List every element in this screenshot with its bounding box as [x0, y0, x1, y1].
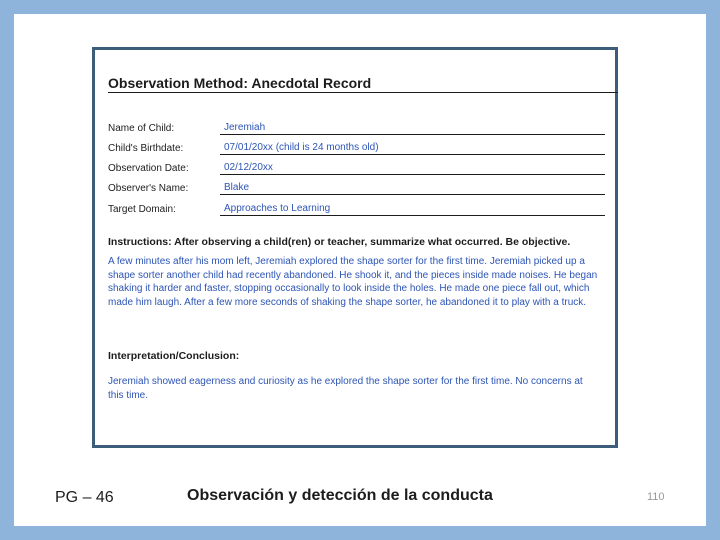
observation-date-label: Observation Date:: [108, 163, 189, 174]
page-reference: PG – 46: [55, 489, 114, 506]
slide-number: 110: [647, 491, 665, 503]
target-domain-value: Approaches to Learning: [220, 202, 605, 216]
anecdotal-record-form: [92, 47, 618, 448]
slide: [14, 14, 706, 526]
target-domain-label: Target Domain:: [108, 204, 176, 215]
observation-date-value: 02/12/20xx: [220, 161, 605, 175]
birthdate-label: Child's Birthdate:: [108, 143, 184, 154]
birthdate-value: 07/01/20xx (child is 24 months old): [220, 141, 605, 155]
interpretation-heading: Interpretation/Conclusion:: [108, 350, 240, 362]
name-of-child-value: Jeremiah: [220, 121, 605, 135]
name-of-child-label: Name of Child:: [108, 123, 175, 134]
observer-name-value: Blake: [220, 181, 605, 195]
record-title: Observation Method: Anecdotal Record: [108, 75, 618, 93]
footer-title: Observación y detección de la conducta: [187, 487, 493, 504]
observer-name-label: Observer's Name:: [108, 183, 189, 194]
instructions-text: Instructions: After observing a child(ren) or teacher, summarize what occurred. Be objective.: [108, 236, 571, 248]
interpretation-text: Jeremiah showed eagerness and curiosity as he explored the shape sorter for the first time. No concerns at this time.: [108, 376, 583, 401]
observation-narrative: A few minutes after his mom left, Jeremiah explored the shape sorter for the first time. Jeremiah picked up a shape sorter another child had recently abandoned. He shook it, and the pieces inside made noises. He began shaking it harder and faster, stopping occasionally to look inside the holes. He made one piece fall out, which made him laugh. After a few more seconds of shaking the shape sorter, he abandoned it to play with a truck.: [108, 256, 598, 308]
